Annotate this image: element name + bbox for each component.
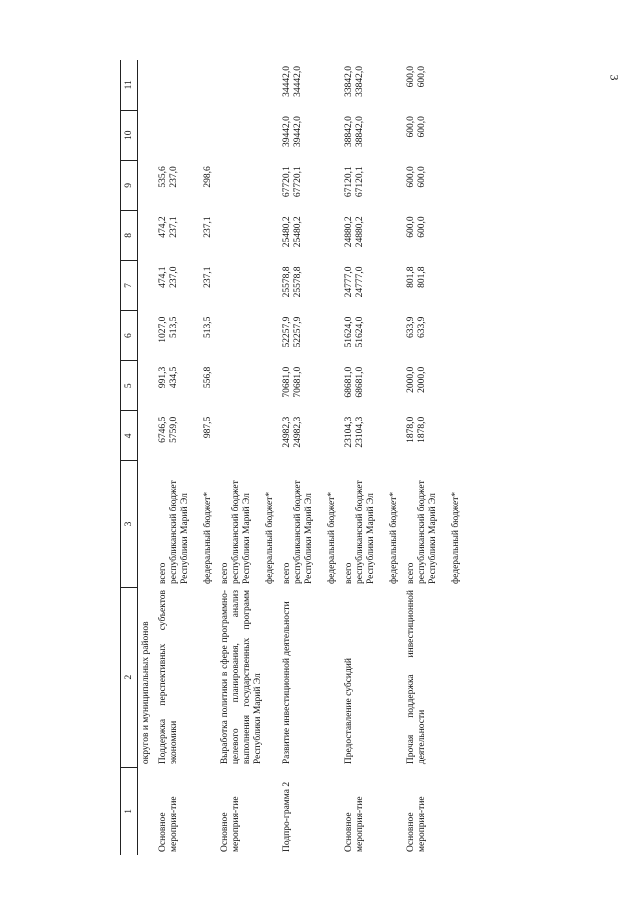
column-header-8: 8 <box>121 210 138 260</box>
amount-value: 39442,0 <box>292 116 303 148</box>
amount-value: 25480,2 <box>281 216 292 248</box>
amount-value <box>265 367 276 408</box>
amount-value <box>451 266 462 307</box>
amount-value: 24880,2 <box>343 216 354 248</box>
amount-value: 33842,0 <box>343 66 354 97</box>
amount-value <box>231 66 265 107</box>
amount-value: 600,0 <box>416 166 427 188</box>
amount-cell-col-9 <box>279 160 341 210</box>
amount-value: 298,6 <box>202 166 213 188</box>
amount-value: 513,5 <box>202 316 213 338</box>
amount-value: 52257,9 <box>292 316 303 348</box>
amount-cell-col-9 <box>217 160 279 210</box>
amount-value: 6746,5 <box>157 416 168 443</box>
amount-value: 513,5 <box>168 316 179 338</box>
amount-value <box>265 66 276 107</box>
amount-cell-col-6 <box>403 311 465 361</box>
rotated-table-container <box>120 60 538 855</box>
amount-value: 600,0 <box>405 216 416 238</box>
amount-cell-col-10 <box>155 110 217 160</box>
amount-value <box>451 216 462 257</box>
amount-cell-col-9 <box>155 160 217 210</box>
amount-cell-col-5 <box>138 361 155 411</box>
amount-cell-col-10 <box>217 110 279 160</box>
amount-value: 34442,0 <box>281 66 292 97</box>
page-number: 3 <box>607 74 622 81</box>
amount-cell-col-6 <box>341 311 403 361</box>
amount-cell-col-8 <box>403 210 465 260</box>
amount-cell-col-7 <box>279 260 341 310</box>
funding-source-label: республиканский бюджет Республики Марий Эл <box>168 480 190 585</box>
amount-value <box>389 367 400 408</box>
amount-cell-col-5 <box>403 361 465 411</box>
table-row <box>217 60 279 855</box>
amount-value <box>220 317 231 358</box>
amount-value <box>265 166 276 207</box>
funding-source-label: всего <box>343 562 354 585</box>
amount-value <box>231 417 265 458</box>
amount-value: 67120,1 <box>343 166 354 198</box>
amount-value: 5759,0 <box>168 416 179 443</box>
amount-value <box>231 216 265 257</box>
funding-source-label: республиканский бюджет Республики Марий Эл <box>230 480 252 585</box>
amount-value <box>389 266 400 307</box>
amount-value: 67720,1 <box>292 166 303 198</box>
funding-source-label: республиканский бюджет Республики Марий Эл <box>292 480 314 585</box>
amount-value: 600,0 <box>405 166 416 188</box>
amount-cell-col-11 <box>138 60 155 110</box>
amount-value <box>203 116 214 157</box>
amount-cell-col-8 <box>341 210 403 260</box>
program-name-cell: Выработка политики в сфере программно-целевого планирования, анализ выполнения государственных программ Республики Марий Эл <box>219 590 263 765</box>
amount-value: 474,2 <box>157 216 168 238</box>
program-level-cell: Основное мероприя-тие <box>157 796 179 852</box>
amount-cell-col-9 <box>341 160 403 210</box>
amount-value: 600,0 <box>416 66 427 88</box>
table-row <box>403 60 465 855</box>
amount-value: 51624,0 <box>343 316 354 348</box>
amount-value <box>265 317 276 358</box>
amount-cell-col-11 <box>279 60 341 110</box>
amount-value <box>220 417 231 458</box>
amount-value: 633,9 <box>405 316 416 338</box>
table-header-row <box>121 60 138 855</box>
funding-source-label: всего <box>405 562 416 585</box>
amount-value: 535,6 <box>157 166 168 188</box>
amount-cell-col-11 <box>403 60 465 110</box>
amount-cell-col-6 <box>279 311 341 361</box>
amount-value: 633,9 <box>416 316 427 338</box>
amount-value: 1027,0 <box>157 316 168 343</box>
program-level-cell <box>138 767 155 855</box>
amount-value: 987,5 <box>202 416 213 439</box>
amount-cell-col-11 <box>155 60 217 110</box>
amount-cell-col-4 <box>155 411 217 461</box>
amount-cell-col-11 <box>341 60 403 110</box>
amount-value <box>220 66 231 107</box>
amount-cell-col-5 <box>279 361 341 411</box>
program-name-cell: округов и муниципальных районов <box>141 621 151 765</box>
amount-cell-col-8 <box>279 210 341 260</box>
funding-source-cell <box>403 461 465 587</box>
funding-source-label: всего <box>281 562 292 585</box>
amount-value <box>389 166 400 207</box>
amount-value: 39442,0 <box>281 116 292 148</box>
funding-source-label: всего <box>219 562 230 585</box>
program-name-cell: Прочая поддержка инвестиционной деятельности <box>405 590 427 765</box>
amount-value: 68681,0 <box>354 366 365 398</box>
amount-value: 2000,0 <box>416 366 427 393</box>
program-level-cell: Основное мероприя-тие <box>405 796 427 852</box>
amount-value: 600,0 <box>416 216 427 238</box>
amount-value: 33842,0 <box>354 66 365 97</box>
amount-cell-col-10 <box>341 110 403 160</box>
column-header-6: 6 <box>121 311 138 361</box>
funding-source-cell <box>138 461 155 587</box>
amount-value <box>265 266 276 307</box>
table-row <box>341 60 403 855</box>
amount-value: 1878,0 <box>405 416 416 443</box>
amount-value <box>169 66 203 107</box>
funding-source-label: федеральный бюджет* <box>264 491 275 585</box>
funding-source-cell <box>341 461 403 587</box>
amount-value: 25578,8 <box>292 266 303 298</box>
amount-value: 991,3 <box>157 366 168 389</box>
amount-value: 23104,3 <box>354 416 365 448</box>
funding-source-cell <box>155 461 217 587</box>
column-header-2: 2 <box>121 587 138 767</box>
amount-value: 237,1 <box>202 266 213 288</box>
amount-value <box>451 66 462 107</box>
amount-cell-col-4 <box>403 411 465 461</box>
funding-source-label: федеральный бюджет* <box>450 491 461 585</box>
amount-value <box>265 417 276 458</box>
amount-value: 801,8 <box>405 266 416 288</box>
amount-value: 237,0 <box>168 266 179 288</box>
amount-value <box>389 66 400 107</box>
amount-value: 38842,0 <box>354 116 365 148</box>
amount-value <box>389 317 400 358</box>
table-row <box>138 60 155 855</box>
amount-value <box>158 116 169 157</box>
amount-value: 600,0 <box>405 116 416 138</box>
amount-value <box>203 66 214 107</box>
amount-cell-col-8 <box>217 210 279 260</box>
amount-value <box>327 166 338 207</box>
funding-source-label: федеральный бюджет* <box>388 491 399 585</box>
amount-value <box>451 417 462 458</box>
amount-value: 801,8 <box>416 266 427 288</box>
amount-value: 24880,2 <box>354 216 365 248</box>
amount-cell-col-10 <box>403 110 465 160</box>
amount-value: 52257,9 <box>281 316 292 348</box>
amount-value: 600,0 <box>405 66 416 88</box>
table-row <box>279 60 341 855</box>
funding-source-cell <box>217 461 279 587</box>
amount-cell-col-7 <box>138 260 155 310</box>
amount-value: 51624,0 <box>354 316 365 348</box>
amount-value <box>220 266 231 307</box>
column-header-10: 10 <box>121 110 138 160</box>
amount-value: 24982,3 <box>292 416 303 448</box>
column-header-5: 5 <box>121 361 138 411</box>
amount-cell-col-6 <box>217 311 279 361</box>
column-header-11: 11 <box>121 60 138 110</box>
amount-value <box>451 166 462 207</box>
amount-value <box>220 166 231 207</box>
amount-cell-col-4 <box>341 411 403 461</box>
amount-value: 23104,3 <box>343 416 354 448</box>
amount-value <box>451 367 462 408</box>
amount-value: 24777,0 <box>343 266 354 298</box>
amount-value: 38842,0 <box>343 116 354 148</box>
table-row <box>155 60 217 855</box>
amount-value <box>231 317 265 358</box>
amount-cell-col-6 <box>138 311 155 361</box>
amount-value <box>220 216 231 257</box>
column-header-3: 3 <box>121 461 138 587</box>
amount-value: 600,0 <box>416 116 427 138</box>
amount-value <box>451 116 462 157</box>
amount-value: 25480,2 <box>292 216 303 248</box>
amount-value: 24777,0 <box>354 266 365 298</box>
amount-value <box>389 417 400 458</box>
amount-value: 67120,1 <box>354 166 365 198</box>
program-name-cell: Развитие инвестиционной деятельности <box>281 601 292 765</box>
amount-value <box>265 216 276 257</box>
amount-cell-col-8 <box>138 210 155 260</box>
amount-value <box>327 417 338 458</box>
program-level-cell: Основное мероприя-тие <box>219 796 241 852</box>
amount-value: 25578,8 <box>281 266 292 298</box>
amount-value <box>231 367 265 408</box>
amount-cell-col-9 <box>138 160 155 210</box>
amount-cell-col-6 <box>155 311 217 361</box>
funding-source-label: республиканский бюджет Республики Марий Эл <box>354 480 376 585</box>
amount-cell-col-5 <box>155 361 217 411</box>
column-header-9: 9 <box>121 160 138 210</box>
amount-value <box>389 216 400 257</box>
funding-source-label: всего <box>157 562 168 585</box>
amount-value <box>220 367 231 408</box>
budget-table <box>120 60 465 855</box>
funding-source-cell <box>279 461 341 587</box>
amount-value <box>158 66 169 107</box>
amount-value <box>327 367 338 408</box>
funding-source-label: федеральный бюджет* <box>202 491 213 585</box>
amount-value <box>327 216 338 257</box>
amount-value: 67720,1 <box>281 166 292 198</box>
amount-cell-col-4 <box>279 411 341 461</box>
column-header-7: 7 <box>121 260 138 310</box>
amount-value <box>327 116 338 157</box>
amount-value: 556,8 <box>202 366 213 389</box>
amount-value <box>265 116 276 157</box>
column-header-1: 1 <box>121 767 138 855</box>
amount-cell-col-7 <box>341 260 403 310</box>
amount-value: 237,0 <box>168 166 179 188</box>
amount-value <box>327 66 338 107</box>
amount-value: 24982,3 <box>281 416 292 448</box>
amount-value: 1878,0 <box>416 416 427 443</box>
amount-value: 34442,0 <box>292 66 303 97</box>
amount-cell-col-5 <box>341 361 403 411</box>
amount-value: 237,1 <box>202 216 213 238</box>
funding-source-label: республиканский бюджет Республики Марий Эл <box>416 480 438 585</box>
funding-source-label: федеральный бюджет* <box>326 491 337 585</box>
amount-value: 2000,0 <box>405 366 416 393</box>
amount-cell-col-4 <box>217 411 279 461</box>
amount-value: 237,1 <box>168 216 179 238</box>
amount-cell-col-11 <box>217 60 279 110</box>
amount-cell-col-8 <box>155 210 217 260</box>
program-level-cell: Подпро-грамма 2 <box>281 781 292 852</box>
amount-value: 474,1 <box>157 266 168 288</box>
column-header-4: 4 <box>121 411 138 461</box>
amount-value <box>389 116 400 157</box>
amount-value <box>231 166 265 207</box>
amount-cell-col-7 <box>155 260 217 310</box>
amount-cell-col-7 <box>403 260 465 310</box>
amount-cell-col-7 <box>217 260 279 310</box>
program-name-cell: Предоставление субсидий <box>343 658 354 765</box>
amount-value: 434,5 <box>168 366 179 389</box>
amount-value <box>327 317 338 358</box>
program-name-cell: Поддержка перспективных субъектов экономики <box>157 590 179 765</box>
amount-value: 70681,0 <box>281 366 292 398</box>
amount-value <box>220 116 231 157</box>
amount-value <box>327 266 338 307</box>
amount-value <box>169 116 203 157</box>
amount-value: 70681,0 <box>292 366 303 398</box>
program-level-cell: Основное мероприя-тие <box>343 796 365 852</box>
amount-value: 68681,0 <box>343 366 354 398</box>
amount-cell-col-4 <box>138 411 155 461</box>
amount-cell-col-5 <box>217 361 279 411</box>
amount-value <box>451 317 462 358</box>
amount-value <box>231 266 265 307</box>
amount-value <box>231 116 265 157</box>
amount-cell-col-10 <box>279 110 341 160</box>
amount-cell-col-9 <box>403 160 465 210</box>
amount-cell-col-10 <box>138 110 155 160</box>
